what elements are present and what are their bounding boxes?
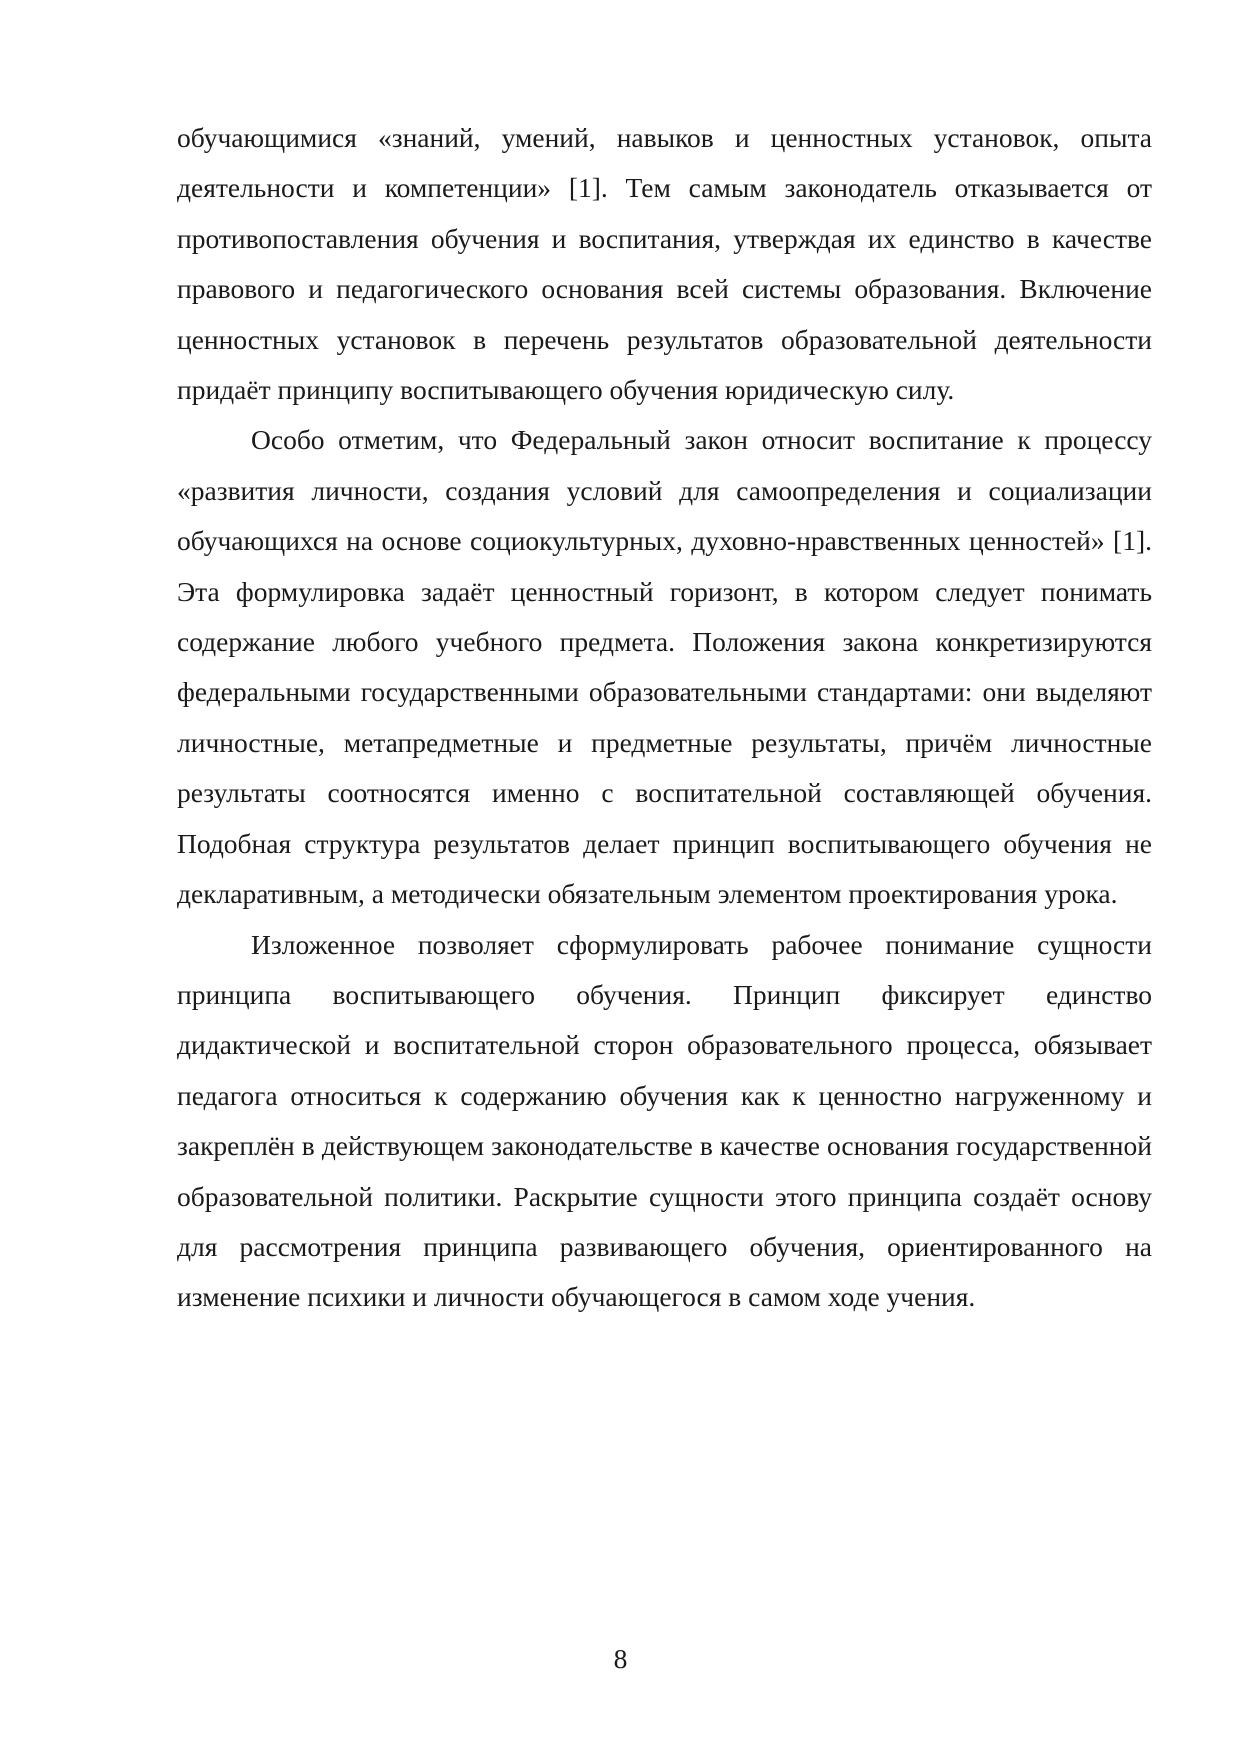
paragraph-2: Особо отметим, что Федеральный закон относит воспитание к процессу «развития личности, создания условий для самоопределения и социализации обучающихся на основе социокультурных, духовно-нравственных ценностей» [1]. Эта формулировка задаёт ценностный горизонт, в котором следует понимать содержание любого учебного предмета. Положения закона конкретизируются федеральными государственными образовательными стандартами: они выделяют личностные, метапредметные и предметные результаты, причём личностные результаты соотносятся именно с воспитательной составляющей обучения. Подобная структура результатов делает принцип воспитывающего обучения не декларативным, а методически обязательным элементом проектирования урока. <box>177 424 1152 910</box>
page-number: 8 <box>613 1643 628 1674</box>
paragraph-3: Изложенное позволяет сформулировать рабочее понимание сущности принципа воспитывающего обучения. Принцип фиксирует единство дидактической и воспитательной сторон образовательного процесса, обязывает педагога относиться к содержанию обучения как к ценностно нагруженному и закреплён в действующем законодательстве в качестве основания государственной образовательной политики. Раскрытие сущности этого принципа создаёт основу для рассмотрения принципа развивающего обучения, ориентированного на изменение психики и личности обучающегося в самом ходе учения. <box>177 928 1152 1313</box>
paragraph-1: обучающимися «знаний, умений, навыков и ценностных установок, опыта деятельности и компетенции» [1]. Тем самым законодатель отказывается от противопоставления обучения и воспитания, утверждая их единство в качестве правового и педагогического основания всей системы образования. Включение ценностных установок в перечень результатов образовательной деятельности придаёт принципу воспитывающего обучения юридическую силу. <box>177 122 1152 406</box>
body-text <box>177 113 1152 1323</box>
